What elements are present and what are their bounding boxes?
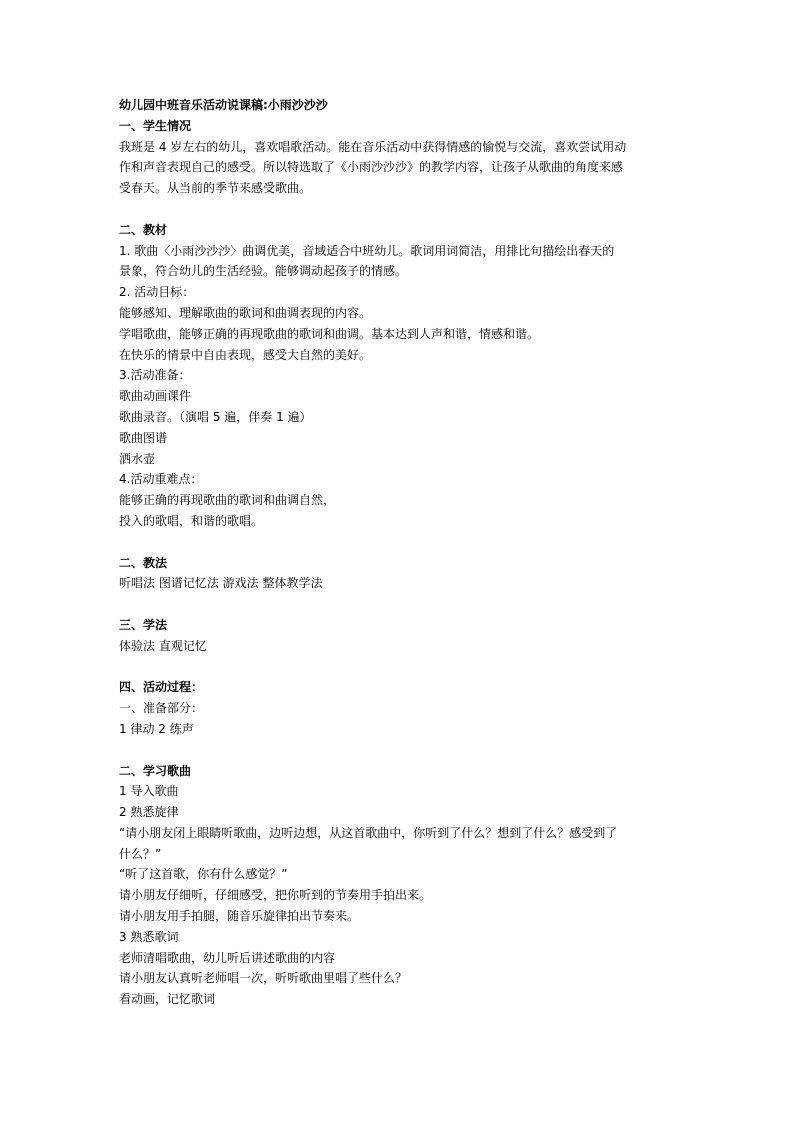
paragraph-line: 作和声音表现自己的感受。所以特选取了《小雨沙沙沙》的教学内容，让孩子从歌曲的角度来感 [119,160,624,175]
paragraph-line: 洒水壶 [119,451,156,466]
paragraph-line: 看动画，记忆歌词 [119,992,216,1007]
paragraph-line: 请小朋友认真听老师唱一次，听听歌曲里唱了些什么？ [119,971,408,986]
paragraph-line: 体验法 直观记忆 [119,638,207,653]
section-heading: 一、学生情况 [119,118,192,133]
paragraph-line: 一、准备部分： [119,701,204,716]
section-heading: 二、学习歌曲 [119,763,192,778]
paragraph-line: 能够正确的再现歌曲的歌词和曲调自然， [119,493,336,508]
paragraph-line: “请小朋友闭上眼睛听歌曲，边听边想，从这首歌曲中，你听到了什么？想到了什么？感受到了 [119,825,618,840]
paragraph-line: 2 熟悉旋律 [119,805,179,820]
blank-line [119,657,679,678]
paragraph-line: 3.活动准备： [119,368,191,383]
blank-line [119,740,679,761]
section-heading: 二、教法 [119,555,168,570]
section-heading: 四、活动过程： [119,680,204,695]
paragraph-line: 4.活动重难点： [119,472,203,487]
blank-line [119,532,679,553]
paragraph-line: 请小朋友仔细听，仔细感受，把你听到的节奏用手拍出来。 [119,888,432,903]
paragraph-line: 请小朋友用手拍腿，随音乐旋律拍出节奏来。 [119,909,360,924]
paragraph-line: 1. 歌曲〈小雨沙沙沙〉曲调优美，音域适合中班幼儿。歌词用词简洁，用排比句描绘出春天的 [119,243,615,258]
paragraph-line: 1 导入歌曲 [119,784,179,799]
section-heading: 三、学法 [119,617,168,632]
paragraph-line: 能够感知、理解歌曲的歌词和曲调表现的内容。 [119,305,372,320]
paragraph-line: 歌曲录音。（演唱 5 遍，伴奏 1 遍） [119,409,312,424]
paragraph-line: “听了这首歌，你有什么感觉？” [119,867,288,882]
paragraph-line: 2. 活动目标： [119,285,195,300]
paragraph-line: 投入的歌唱，和谐的歌唱。 [119,513,264,528]
blank-line [119,199,679,220]
document-title: 幼儿园中班音乐活动说课稿:小雨沙沙沙 [119,98,328,112]
blank-line [119,594,679,615]
paragraph-line: 受春天。从当前的季节来感受歌曲。 [119,181,312,196]
paragraph-line: 什么？” [119,846,162,861]
paragraph-line: 听唱法 图谱记忆法 游戏法 整体教学法 [119,576,323,591]
section-heading: 二、教材 [119,222,168,237]
paragraph-line: 学唱歌曲，能够正确的再现歌曲的歌词和曲调。基本达到人声和谐，情感和谐。 [119,326,540,341]
paragraph-line: 在快乐的情景中自由表现，感受大自然的美好。 [119,347,372,362]
paragraph-line: 3 熟悉歌词 [119,929,179,944]
document-body [119,95,679,1010]
paragraph-line: 1 律动 2 练声 [119,721,194,736]
paragraph-line: 老师清唱歌曲，幼儿听后讲述歌曲的内容 [119,950,336,965]
paragraph-line: 歌曲动画课件 [119,389,192,404]
paragraph-line: 我班是 4 岁左右的幼儿，喜欢唱歌活动。能在音乐活动中获得情感的愉悦与交流，喜欢尝试用动 [119,139,627,154]
paragraph-line: 景象，符合幼儿的生活经验。能够调动起孩子的情感。 [119,264,408,279]
paragraph-line: 歌曲图谱 [119,430,168,445]
